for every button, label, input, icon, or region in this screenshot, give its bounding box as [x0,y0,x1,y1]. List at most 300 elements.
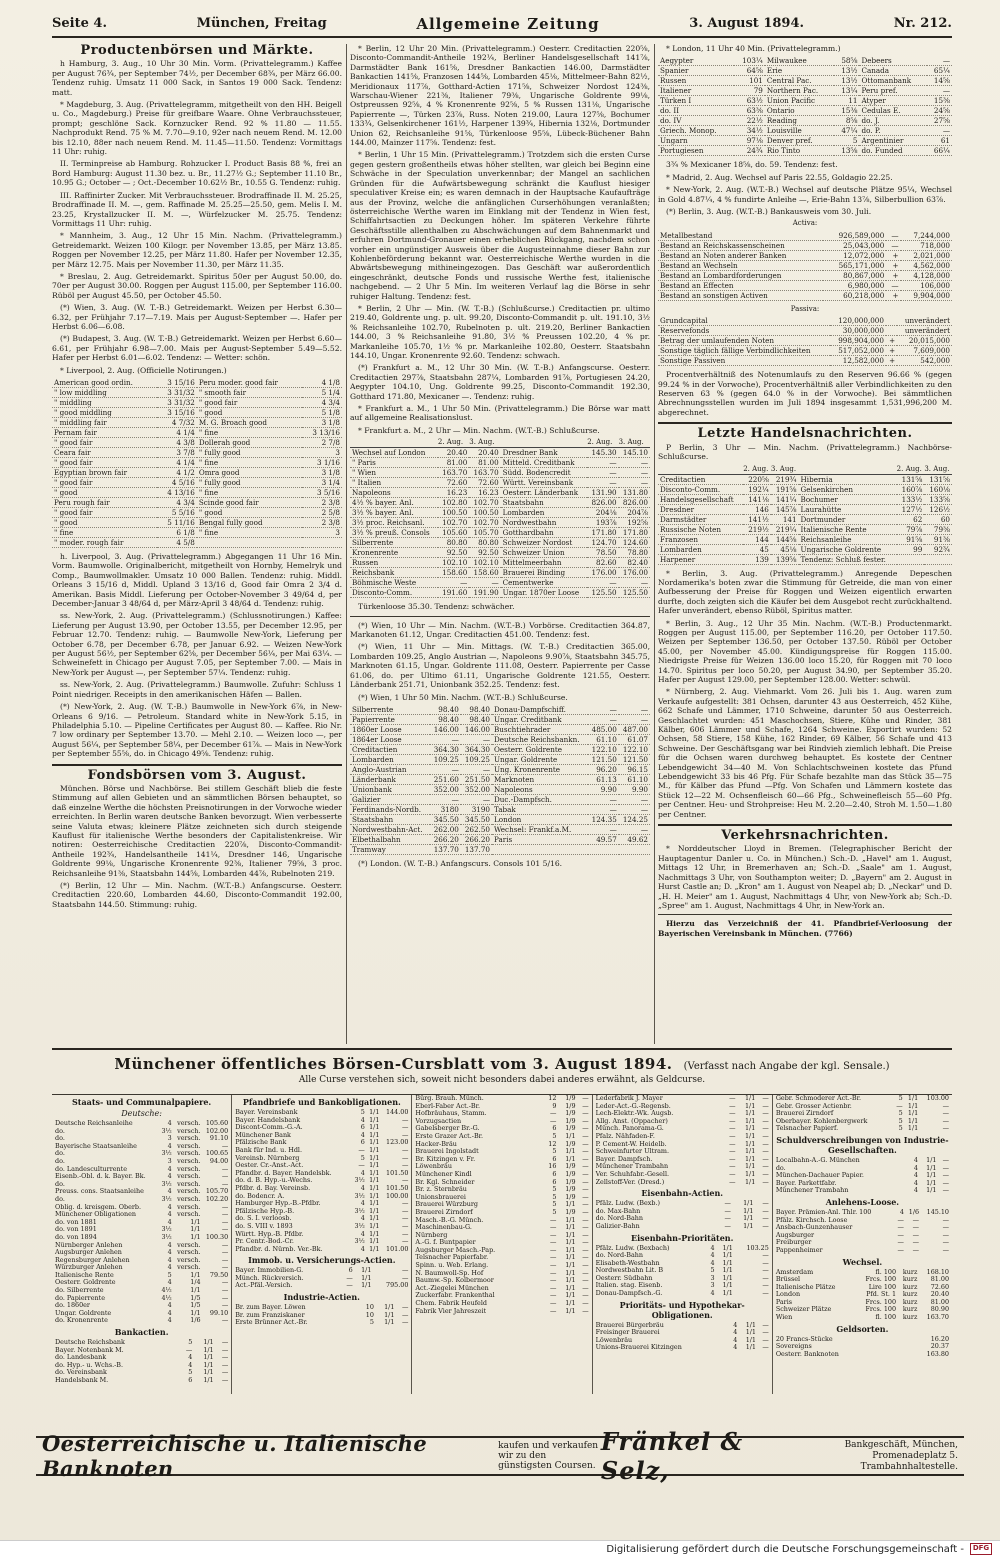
table-cell: 141½ [743,514,771,524]
table-cell: Lombarden [350,754,430,764]
table-cell: 145.10 [926,1208,950,1216]
table-row [658,136,952,146]
table-cell: 1/1 [361,1282,372,1290]
table-cell: 5 [552,1132,557,1140]
table-cell: 79⅞ [897,524,925,534]
bourse-row [595,1275,770,1283]
table-cell: — [221,1218,229,1226]
table-cell: 795.00 [386,1282,409,1290]
table-cell: 9,904,000 [901,290,953,300]
table-cell: 168.10 [926,1268,950,1276]
table-cell: Ungar. Goldrente [492,754,588,764]
table-cell: 158.60 [438,568,469,578]
table-cell: — [942,1156,950,1164]
table-cell: 1/1 [369,1109,380,1116]
table-cell: Reichsanleihe [799,534,897,544]
table-cell: 1/1 [565,1148,576,1156]
table-cell: — [762,1117,769,1125]
bourse-row [775,1276,950,1284]
table-cell: 1/1 [744,1163,756,1171]
table-cell: 4 [188,1361,193,1369]
industry-table [234,1304,409,1327]
table-cell: Gebr. Grosser Actienbr. [775,1102,852,1110]
table-cell: 20 Francs-Stücke [775,1335,833,1343]
table-cell: 103.25 [746,1244,769,1252]
table-cell: — [550,1231,557,1239]
table-cell: Nordwestbahn-Act. [350,824,430,834]
table-cell: 20.40 [469,448,500,458]
table-cell: Maschinenbau-G. [415,1224,472,1232]
table-cell: Nürnberger Anlehen [55,1241,123,1249]
table-cell: 1/1 [369,1184,380,1192]
table-cell: 131.80 [619,488,650,498]
bourse-row [775,1165,950,1173]
table-cell: 3180 [430,804,461,814]
table-cell: Napoleons [492,784,588,794]
table-row [350,538,650,548]
table-cell: Eisenb.-Obl. d. k. Bayer. Bk. [55,1173,146,1181]
bourse-row [234,1282,409,1290]
bourse-row [54,1295,229,1303]
table-cell: Betrag der umlaufenden Noten [658,336,830,346]
cotton-row [52,458,342,468]
bourse-row [234,1132,409,1140]
bourse-row [775,1217,950,1225]
table-cell: Augsburger Masch.-Pap. [415,1246,496,1254]
table-cell: 718,000 [901,240,953,250]
table-cell: — [729,1170,736,1178]
table-cell: 4 [710,1259,715,1267]
table-cell: Bestand an Wechseln [658,260,823,270]
table-cell: 1/1 [384,1311,395,1319]
table-cell: 4 [167,1302,172,1310]
table-cell: — [762,1336,769,1344]
table-cell: " good [52,488,157,498]
table-cell: — [582,1246,589,1254]
table-row [350,568,650,578]
table-cell: Staatsbahn [501,498,588,508]
table-cell: do. Vereinsbank [55,1369,107,1377]
table-cell: — [912,1239,920,1247]
london-table-note: 3¾ % Mexicaner 18⅝, do. 59. Tendenz: fest. [666,160,838,170]
table-cell: — [762,1290,769,1298]
table-cell: Paris [492,834,588,844]
table-cell: — [402,1177,409,1185]
table-cell: 79⅜ [924,524,952,534]
table-cell: — [582,1254,589,1262]
table-cell [886,316,897,326]
bourse-row [775,1306,950,1314]
table-cell: 1/1 [926,1179,937,1187]
table-cell: + [886,270,900,280]
report-paragraph: (*) Wien, 3. Aug. (W. T.-B.) Getreidemarkt. Weizen per Herbst 6.30—6.32, per Frühjahr 7.17—7.19. Mais per August-September —. Hafer per Herbst 6.06—6.08. [52,303,342,331]
bourse-row [54,1128,229,1136]
table-cell: 105.70 [205,1188,229,1196]
table-cell: 5 [552,1186,557,1194]
table-cell: — [588,794,619,804]
table-cell: — [942,1239,950,1247]
table-cell: — [587,478,618,488]
report-paragraph: (*) Berlin, 3. Aug. (W.T.-B.) Bankausweis vom 30. Juli. [666,207,872,217]
table-cell: Galizier-Bahn [595,1222,640,1230]
table-cell: — [582,1117,589,1125]
bourse-row [775,1095,950,1103]
table-cell [492,844,588,854]
table-cell: 4 [733,1344,738,1352]
table-cell: 133½ [897,494,925,504]
table-cell: versch. [177,1142,201,1150]
table-cell: 1/1 [190,1233,201,1241]
table-cell: — [221,1294,229,1302]
table-cell: Creditactien [350,744,430,754]
table-cell: Grundcapital [658,316,830,326]
bourse-row [414,1270,589,1278]
table-cell: 15⅜ [834,106,859,116]
table-cell: 5 [552,1148,557,1156]
traffic-reports [658,844,952,910]
report-paragraph: (*) New-York, 2. Aug. (W. T.-B.) Baumwolle in New-York 6⅞, in New-Orleans 6 9/16. — Petroleum. Standard white in New-York 5.15, in Philadelphia 5.10. — Pipeline Certificates per August 80. — Kaffee. Rio Nr. 7 low ordinary per September 13.70. — Mehl 2.10. — Weizen loco —, per August 56¼, per September 58¼, per December 61⅞. — Mais in New-York per September 55⅝, do. in Chicago 49⅝. Tendenz: ruhig. [52,702,342,759]
table-cell: Eberl-Faber Act.-Br. [415,1102,481,1110]
bank-summary: Procentverhältniß des Notenumlaufs zu den Reserven 96.66 % (gegen 99.24 % in der Vorwoche), Procentverhältniß aller Verbindlichkeiten zu den Reserven 63 % (gegen 64.0 % in der Vorwoche). Bei sämmtlichen Abrechnungsstellen wurden im Juli 1894 insgesammt 1,531,996,200 M. abgerechnet. [658,370,952,417]
table-cell: A.-G. f. Buntpapier [415,1239,476,1247]
report-paragraph: * Norddeutscher Lloyd in Bremen. (Telegraphischer Bericht der Hauptagentur Danler u. Co. in München.) Sch.-D. „Havel" am 1. August, Mittags 12 Uhr, in Bremerhaven an; Sch.-D. „Saale" am 1. August, Nachmittags 3 Uhr, von Southampton weiter; D. „Bayern" am 2. August in Hurst Castle an; D. „Kron" am 1. August von Neapel ab; D. „Neckar" und D. „H. H. Meier" am 1. August, Nachmittags 4 Uhr, von New-York ab; Sch.-D. „Spree" am 1. August, Nachmittags 4 Uhr, in New-York an. [658,844,952,910]
table-cell: 81.00 [438,458,469,468]
table-cell: Atyper [859,96,926,106]
table-cell: Galizier [350,794,430,804]
table-cell: 1/1 [745,1321,756,1329]
bourse-row [414,1262,589,1270]
bourse-row [595,1148,770,1156]
bourse-row [595,1133,770,1141]
table-cell: 72.60 [438,478,469,488]
table-cell: Erste Brünner Act.-Br. [235,1319,308,1327]
cotton-row [52,508,342,518]
table-cell: Oesterr. Länderbank [501,488,588,498]
table-cell: 5 1/8 [302,408,342,418]
table-row [350,714,650,724]
table-cell: 4½ % bayer. Anl. [350,498,438,508]
table-row [658,270,952,280]
table-cell: 3½ [161,1127,172,1135]
table-cell: — [402,1124,409,1132]
table-cell: 1/1 [203,1369,214,1377]
table-cell: 2 5/8 [302,508,342,518]
table-cell: Pfalz. Nähfaden-F. [595,1132,655,1140]
table-cell: 4 [167,1165,172,1173]
bourse-row [414,1300,589,1308]
table-cell: — [729,1095,736,1102]
bourse-row [234,1267,409,1275]
table-cell: Russische Noten [658,524,743,534]
bourse-row [775,1125,950,1133]
bourse-row [595,1208,770,1216]
table-row [658,484,952,494]
table-cell: Freisinger Brauerei [595,1329,660,1337]
table-cell: 13¼ [834,86,859,96]
table-cell: 4 [360,1245,365,1253]
table-cell: Löwenbräu [415,1163,452,1171]
table-row [350,498,650,508]
table-cell: — [897,1216,904,1224]
table-cell: 105.70 [469,528,500,538]
table-cell: — [762,1102,769,1110]
table-cell: 4 [167,1211,172,1219]
table-cell: — [461,794,492,804]
bourse-row [54,1196,229,1204]
table-cell: 81.00 [930,1276,950,1284]
bourse-row [54,1143,229,1151]
column-header: 3. Aug. [469,438,500,448]
table-cell: 345.50 [461,814,492,824]
table-cell: do. Landesculturrente [55,1165,127,1173]
section-heading-funds: Fondsbörsen vom 3. August. [87,767,307,783]
table-cell: 3 31/32 [157,398,197,408]
table-cell: Oesterr. Banknoten [775,1350,839,1358]
bourse-row [54,1226,229,1234]
table-cell: 137.70 [430,844,461,854]
table-cell: 99 [897,544,925,554]
table-cell: Telsnacher Papierf. [775,1125,839,1133]
table-row [658,96,952,106]
table-cell: — [729,1148,736,1156]
table-cell: 141¼ [771,494,799,504]
bourse-row [595,1163,770,1171]
table-cell: — [588,804,619,814]
table-cell: Silberrente [350,538,438,548]
divider [658,914,952,915]
table-cell: Frcs. 100 [865,1276,897,1284]
cotton-row [52,418,342,428]
table-cell: 4 [167,1218,172,1226]
table-row [658,116,952,126]
frankfurt-table-heading: * Frankfurt a. M., 2 Uhr — Min. Nachm. (W.T.-B.) Schlußcurse. [358,425,600,435]
table-cell: — [619,458,650,468]
bourse-row [54,1211,229,1219]
table-cell: — [942,1187,950,1195]
table-cell: Brauerei Zirndorf [775,1110,834,1118]
report-paragraph: (*) Budapest, 3. Aug. (W. T.-B.) Getreidemarkt. Weizen per Herbst 6.60—6.61, per Frühjahr 6.98—7.00. Mais per August-September 5.49—5.52. Hafer per Herbst 6.01—6.02. Tendenz: — Wetter: schön. [52,334,342,363]
table-cell: 3 [710,1282,715,1290]
table-cell: 5 [188,1369,193,1377]
bourse-row [595,1171,770,1179]
table-cell: — [221,1279,229,1287]
table-cell: — [912,1216,920,1224]
table-cell: 13½ [834,76,859,86]
table-cell: 2,021,000 [901,250,953,260]
table-cell: 176.00 [587,568,618,578]
bourse-row [54,1272,229,1280]
table-cell: 4,562,000 [901,260,953,270]
table-cell: 9 [552,1102,557,1110]
table-cell: 62 [897,514,925,524]
table-cell: 1/9 [565,1102,576,1110]
bourse-row [775,1232,950,1240]
table-cell: — [582,1269,589,1277]
table-cell: Donau-Dampfsch.-G. [595,1290,663,1298]
table-cell: — [430,794,461,804]
table-cell: do. Kronenrente [55,1317,108,1325]
table-row [350,518,650,528]
table-row [350,705,650,715]
table-cell: Ferdinands-Nordb. [350,804,430,814]
table-cell: Peru rough fair [52,498,157,508]
bourse-row [775,1299,950,1307]
table-cell: 1/1 [565,1239,576,1247]
table-cell: Russen [658,76,734,86]
table-cell: 125.50 [587,588,618,598]
table-row [658,66,952,76]
bourse-row [414,1308,589,1316]
table-cell: 4 1/4 [157,458,197,468]
table-cell: 191.60 [438,588,469,598]
table-cell: — [461,764,492,774]
table-cell: 1/1 [384,1304,395,1312]
table-cell: 1/1 [743,1222,754,1230]
table-cell: Bengal fully good [197,518,302,528]
table-cell: 45 [743,544,771,554]
table-cell: 101.50 [386,1184,409,1192]
table-cell: " middling fair [52,418,157,428]
table-cell: Localbahn-A.-G. München [775,1156,860,1164]
table-cell: Münchener Trambahn [775,1187,849,1195]
table-cell: Zuckerfabr. Frankenthal [415,1292,495,1300]
dfg-logo-icon: DFG [970,1543,992,1555]
bourse-table-grid [52,1094,952,1394]
insurance-table [234,1267,409,1290]
table-cell: 1/1 [722,1244,733,1252]
table-cell: 4 [167,1241,172,1249]
report-paragraph: * Mannheim, 3. Aug., 12 Uhr 15 Min. Nachm. (Privattelegramm.) Getreidemarkt. Weizen 100 Kilogr. per November 13.85, per März 13.85. Roggen per November 12.25, per März 11.80. Hafer per November 12.35, per März 12.75. Mais per November 11.30, per März 11.35. [52,231,342,269]
bourse-row [595,1322,770,1330]
bourse-section-heading: Wechsel. [842,1256,883,1267]
table-cell: Gelsenkirchen [799,484,897,494]
table-cell: " fine [52,528,157,538]
table-cell: kurz [902,1291,918,1299]
table-cell: 61.10 [619,774,650,784]
table-row [658,231,952,241]
table-cell: 1/1 [722,1267,733,1275]
table-cell: 219¾ [771,474,799,484]
table-cell: 352.00 [461,784,492,794]
table-cell: Bestand an sonstigen Activen [658,290,823,300]
table-cell: versch. [177,1173,201,1181]
table-cell: 517,052,000 [830,346,886,356]
table-cell: versch. [177,1188,201,1196]
table-cell: Staatsbahn [350,814,430,824]
table-cell: Paris [775,1298,793,1306]
table-cell: London [492,814,588,824]
table-row [658,126,952,136]
table-cell: 1/9 [565,1140,576,1148]
bourse-row [414,1209,589,1217]
table-cell: 1/9 [565,1186,576,1194]
table-cell: 4 7/32 [157,418,197,428]
table-cell: — [762,1148,769,1156]
bourse-row [595,1223,770,1231]
table-cell: — [942,1110,950,1118]
table-cell: 3 7/8 [157,448,197,458]
table-row [658,316,952,326]
table-cell: 4 [913,1172,918,1180]
bourse-row [234,1193,409,1201]
table-cell: 4 [733,1329,738,1337]
table-cell: 4 [710,1252,715,1260]
table-row [658,474,952,484]
table-cell: Böhmische Weste [350,578,438,588]
table-cell: 3½ [354,1238,365,1246]
table-cell: 72.60 [930,1283,950,1291]
table-cell: — [619,578,650,588]
table-cell: 5 [898,1110,903,1118]
table-cell: 1864er Loose [350,734,430,744]
table-cell: 4 [360,1169,365,1177]
table-cell: 4 [167,1317,172,1325]
table-cell: 251.50 [461,774,492,784]
table-cell: 1/1 [565,1269,576,1277]
table-cell: Disconto-Comm. [350,588,438,598]
ad-address: Bankgeschäft, München, Promenadeplatz 5. Trambahnhaltestelle. [844,1439,958,1472]
table-cell: " fine [197,528,302,538]
table-cell: 3½ [161,1195,172,1203]
table-cell: — [927,56,952,66]
table-cell: 4 13/16 [157,488,197,498]
table-cell: Pfälz. Ludw. (Bexbach) [595,1244,670,1252]
table-cell: " moder. rough fair [52,538,157,548]
table-cell: Discont-Comm.-G.-A. [235,1124,303,1132]
table-cell: 24¾ [734,146,765,156]
table-cell: Oesterr. Goldrente [492,744,588,754]
table-cell: 3 1/8 [302,468,342,478]
table-cell: 11 [834,96,859,106]
table-cell: — [729,1132,736,1140]
table-cell: versch. [177,1150,201,1158]
table-cell: Marknoten [492,774,588,784]
table-cell: do. von 1881 [55,1218,97,1226]
table-cell: 1/1 [565,1300,576,1308]
bourse-section-heading: Prioritäts- und Hypothekar-Obligationen. [619,1299,745,1320]
table-cell: " good [52,518,157,528]
table-cell: Handelsbank M. [55,1377,109,1384]
table-row [658,514,952,524]
table-cell: 60 [924,514,952,524]
table-cell: Ungar. Creditbank [492,714,588,724]
table-cell: 81.00 [469,458,500,468]
table-cell: Pernam fair [52,428,157,438]
bourse-row [414,1118,589,1126]
table-cell: do. Silberrente [55,1287,104,1295]
table-cell: 1/1 [190,1287,201,1295]
table-cell: Sonstige Passiven [658,356,830,366]
table-cell: — [582,1201,589,1209]
table-cell: versch. [177,1264,201,1272]
table-cell: 1/1 [565,1231,576,1239]
cotton-row [52,388,342,398]
table-cell: Br. z. Sternbräu [415,1186,467,1194]
table-cell: 1/1 [369,1192,380,1200]
nachboerse-heading: P Berlin, 3 Uhr — Min. Nachm. (Privattelegramm.) Nachbörse-Schlußcurse. [658,442,952,462]
table-cell: Br. zum Franziskaner [235,1311,305,1319]
table-cell: do. [775,1164,786,1172]
report-paragraph: (*) Frankfurt a. M., 12 Uhr 30 Min. (W. T.-B.) Anfangscurse. Oesterr. Creditactien 297⅞, Staatsbahn 287¼, Lombarden 91⅞, Portugiesen 24.20, Aegypter 104.10, Ung. Goldrente 99.25, Disconto-Commandit 192.30, Gotthard 171.80, Mexicaner —. Tendenz: ruhig. [350,363,650,401]
bourse-column-3 [412,1095,592,1394]
table-cell: Ungarn [658,136,734,146]
table-cell: 3½ [161,1226,172,1234]
exchange-table [775,1269,950,1322]
table-cell: 102.10 [469,558,500,568]
table-cell: 1/4 [190,1279,201,1287]
table-cell: 1/1 [722,1274,733,1282]
column-header: 2. Aug. [743,465,771,475]
